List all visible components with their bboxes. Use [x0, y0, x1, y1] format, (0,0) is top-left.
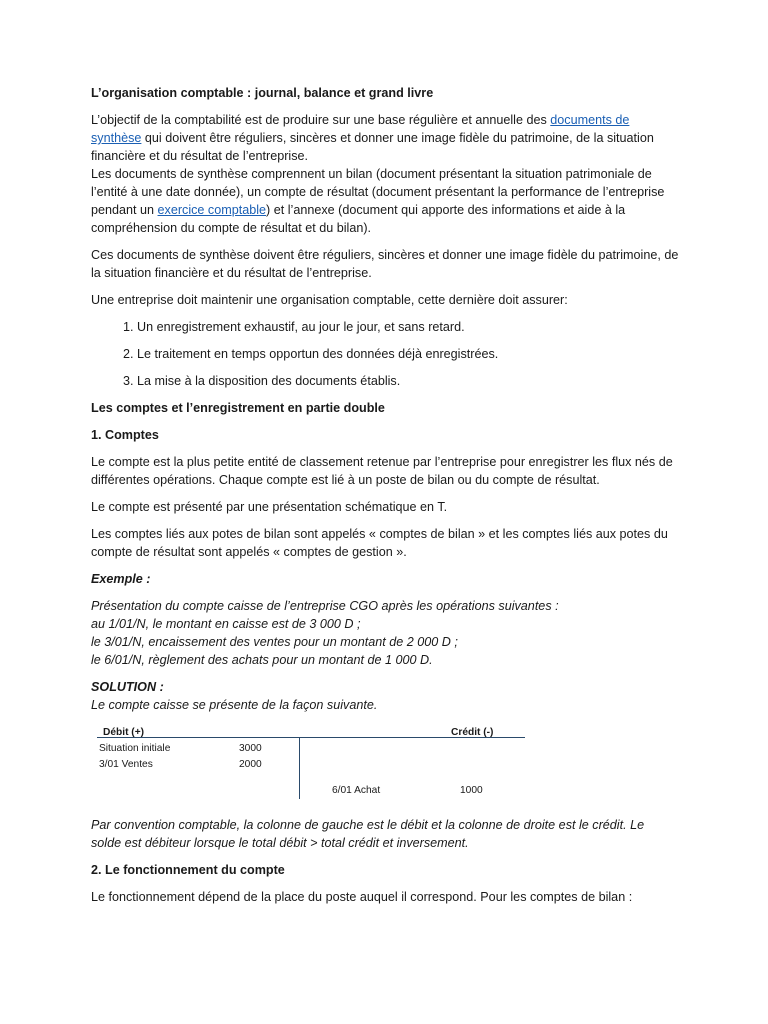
- document-page: [91, 84, 681, 915]
- solution-block: [91, 678, 681, 714]
- body-paragraph: Le compte est présenté par une présentation schématique en T.: [91, 500, 448, 514]
- example-text: [91, 597, 681, 669]
- debit-header: Débit (+): [103, 727, 145, 738]
- list-item: 3. La mise à la disposition des documents établis.: [137, 372, 681, 390]
- credit-row-amount: 1000: [460, 785, 483, 796]
- solution-label: SOLUTION :: [91, 680, 164, 694]
- t-account-caisse: [97, 724, 529, 804]
- intro-paragraph-2: Ces documents de synthèse doivent être réguliers, sincères et donner une image fidèle du patrimoine, de la situation financière et du résultat de l’entreprise.: [91, 248, 679, 280]
- t-account-horizontal-line: [97, 737, 525, 738]
- subsection-heading: 2. Le fonctionnement du compte: [91, 863, 285, 877]
- example-line: Présentation du compte caisse de l’entreprise CGO après les opérations suivantes :: [91, 599, 559, 613]
- t-account-vertical-line: [299, 737, 300, 799]
- documents-de-synthese-link[interactable]: documents de synthèse: [91, 113, 630, 145]
- example-label: Exemple :: [91, 572, 151, 586]
- intro-text: L’objectif de la comptabilité est de produire sur une base régulière et annuelle des: [91, 113, 551, 127]
- requirements-list: [91, 318, 681, 390]
- subsection-heading: 1. Comptes: [91, 428, 159, 442]
- body-paragraph: Les comptes liés aux potes de bilan sont appelés « comptes de bilan » et les comptes liés aux potes du compte de résultat sont appelés « comptes de gestion ».: [91, 527, 668, 559]
- intro-text: ) et l’annexe (document qui apporte des informations et aide à la compréhension du compte de résultat et du bilan).: [91, 203, 626, 235]
- debit-row-amount: 2000: [239, 759, 262, 770]
- section-heading: Les comptes et l’enregistrement en partie double: [91, 401, 385, 415]
- list-item: 1. Un enregistrement exhaustif, au jour le jour, et sans retard.: [137, 318, 681, 336]
- convention-paragraph: [91, 816, 681, 852]
- debit-row-amount: 3000: [239, 743, 262, 754]
- example-line: le 3/01/N, encaissement des ventes pour un montant de 2 000 D ;: [91, 635, 458, 649]
- example-line: au 1/01/N, le montant en caisse est de 3 000 D ;: [91, 617, 361, 631]
- convention-line: solde est débiteur lorsque le total débit > total crédit et inversement.: [91, 836, 469, 850]
- example-line: le 6/01/N, règlement des achats pour un montant de 1 000 D.: [91, 653, 433, 667]
- convention-line: Par convention comptable, la colonne de gauche est le débit et la colonne de droite est le crédit. Le: [91, 818, 645, 832]
- solution-text: Le compte caisse se présente de la façon suivante.: [91, 698, 378, 712]
- exercice-comptable-link[interactable]: exercice comptable: [157, 203, 267, 217]
- debit-row-label: Situation initiale: [99, 743, 171, 754]
- intro-text: Les documents de synthèse comprennent un bilan (document présentant la situation patrimoniale de l’entité à une date donnée), un compte de résultat (document présentant la performance de l’entreprise pendant un: [91, 167, 665, 217]
- body-paragraph: Le compte est la plus petite entité de classement retenue par l’entreprise pour enregistrer les flux nés de différentes opérations. Chaque compte est lié à un poste de bilan ou du compte de résultat.: [91, 455, 673, 487]
- credit-header: Crédit (-): [451, 727, 494, 738]
- credit-row-label: 6/01 Achat: [332, 785, 381, 796]
- intro-paragraph-3: Une entreprise doit maintenir une organisation comptable, cette dernière doit assurer:: [91, 293, 568, 307]
- body-paragraph: Le fonctionnement dépend de la place du poste auquel il correspond. Pour les comptes de bilan :: [91, 890, 633, 904]
- page-title: L’organisation comptable : journal, balance et grand livre: [91, 86, 434, 100]
- debit-row-label: 3/01 Ventes: [99, 759, 153, 770]
- intro-text: qui doivent être réguliers, sincères et donner une image fidèle du patrimoine, de la situation financière et du résultat de l’entreprise.: [91, 131, 654, 163]
- list-item: 2. Le traitement en temps opportun des données déjà enregistrées.: [137, 345, 681, 363]
- intro-paragraph-1: [91, 111, 681, 237]
